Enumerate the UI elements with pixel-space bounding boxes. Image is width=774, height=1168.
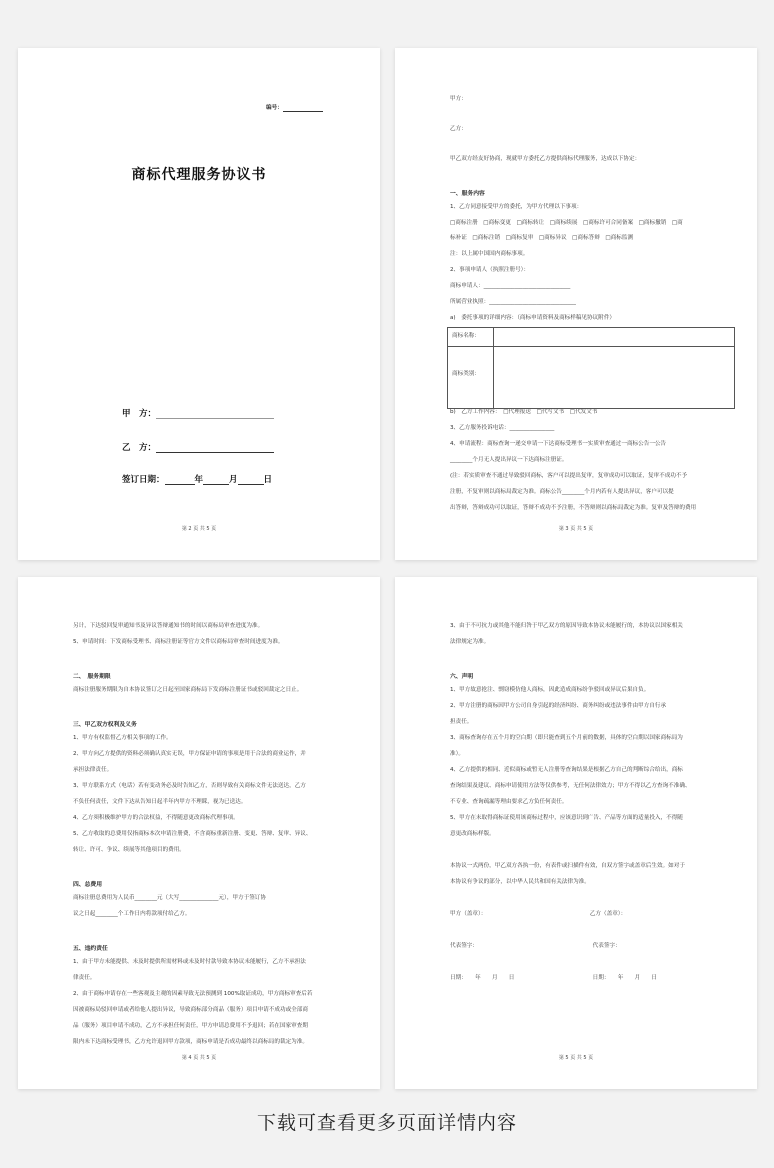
page-cover [18, 48, 380, 560]
body-text-line: 日期： 年 月 日 日期： 年 月 日 [450, 975, 657, 981]
table-label-type: 商标类别： [452, 371, 480, 377]
download-caption: 下载可查看更多页面详情内容 [256, 1112, 517, 1134]
body-text-line: 商标申请人：_______________________________ [450, 283, 571, 289]
body-text-line: a) 委托事项的详细内容：（商标申请资料及商标样稿见协议附件） [450, 315, 616, 321]
body-text-line: 因被商标局驳回申请或者给他人提出异议，导致商标部分商品（服务）项目申请不成功或全部商 [73, 1007, 308, 1013]
body-text-line: 乙方： [450, 126, 467, 132]
body-text-line: 议之日起________个工作日内将款项付给乙方。 [73, 911, 191, 917]
body-text-line: 代表签字： 代表签字： [450, 943, 621, 949]
body-text-line: 品（服务）项目申请不成功，乙方不承担任何责任，甲方申请总费用不予退回；若在国家审查期 [73, 1023, 308, 1029]
body-text-line: 出答辩，答辩成功可以取证，答辩不成功不予注册，不答辩则以商标局裁定为准。复审及答辩的费用 [450, 505, 697, 511]
page-footer: 第 2 页 共 5 页 [181, 526, 217, 532]
body-text-line: ________个月无人提出异议一下达商标注册证。 [450, 457, 568, 463]
body-text-line: 本协议一式两份，甲乙双方各执一份，有表件或扫描件有效，自双方签字或盖章后生效。如对于 [450, 863, 685, 869]
body-text-line: 2、甲方注册的商标因甲方公司自身引起的经济纠纷、商务纠纷或违法事件由甲方自行承 [450, 703, 667, 709]
body-text-line: 4、申请流程：商标查询一递交申请一下达商标受理书一实质审查通过一商标公告一公告 [450, 441, 667, 447]
body-text-line: 标补证 □商标注销 □商标复审 □商标异议 □商标答辩 □商标监测 [450, 235, 634, 241]
party-a-label: 甲 方： [122, 409, 157, 419]
page-declaration [395, 577, 757, 1089]
body-text-line: 注：以上属中国国内商标事项。 [450, 251, 529, 257]
body-text-line: 4、乙方须积极维护甲方的合法权益，不得随意更改商标代理事项。 [73, 815, 239, 821]
table-row-divider [448, 346, 734, 347]
body-text-line: □商标注册 □商标变更 □商标转让 □商标续展 □商标许可合同备案 □商标撤销 □商 [450, 220, 683, 226]
day-blank [238, 475, 264, 485]
page-rights-obligations [18, 577, 380, 1089]
month-label: 月 [229, 475, 238, 485]
contract-number-label: 编号： [266, 105, 283, 111]
trademark-info-table [447, 327, 735, 409]
sign-date-label: 签订日期： [122, 475, 165, 485]
body-text-line: 1、甲方有权监督乙方相关事项的工作。 [73, 735, 172, 741]
body-text-line: 承担法律责任。 [73, 767, 113, 773]
party-b-blank [156, 443, 274, 453]
page-footer: 第 5 页 共 5 页 [558, 1055, 594, 1061]
section-heading: 三、甲乙双方权利及义务 [73, 722, 137, 728]
body-text-line: 5、申请时间：下发商标受理书、商标注册证等官方文件以商标局审查时间进度为准。 [73, 639, 284, 645]
body-text-line: 1、由于甲方未能提供、未及时提供所需材料或未及时付款导致本协议未能履行，乙方不承担法 [73, 959, 306, 965]
body-text-line: 不负任何责任，文件下达从告知日起半年内甲方不理睬，视为已送达。 [73, 799, 247, 805]
body-text-line: 查询结果及建议、商标申请使用方法等仅供参考，无任何法律效力；甲方不得以乙方查询不准确、 [450, 783, 691, 789]
body-text-line: 意更改商标样版。 [450, 831, 495, 837]
year-blank [165, 475, 195, 485]
month-blank [203, 475, 229, 485]
body-text-line: 5、甲方在未取得商标证使用该商标过程中，应该意识到广告、产品等方面的适量投入，不得随 [450, 815, 683, 821]
table-column-divider [493, 328, 494, 408]
body-text-line: 商标注册总费用为人民币________元（大写______________元），甲方于签订协 [73, 895, 266, 901]
section-heading: 六、声明 [450, 674, 474, 680]
party-b-row [122, 441, 274, 453]
body-text-line: b) 乙方工作内容： □代理报送 □代写文书 □代发文书 [450, 409, 598, 415]
body-text-line: 5、乙方收取的总费用仅指商标本次申请注册费，不含商标重新注册、变更、答辩、复审、异议、 [73, 831, 312, 837]
body-text-line: 甲方（盖章）： 乙方（盖章）： [450, 911, 627, 917]
body-text-line: 准）。 [450, 751, 464, 757]
section-heading: 四、总费用 [73, 882, 102, 888]
body-text-line: 另计，下达驳回复审通知书及异议答辩通知书的时间以商标局审查进度为准。 [73, 623, 264, 629]
section-heading: 二、 服务期限 [73, 674, 111, 680]
body-text-line: 2、甲方向乙方提供的资料必须确认真实无误，甲方保证申请的事项是用于合法的商业运作，并 [73, 751, 306, 757]
body-text-line: 所属营业执照：_______________________________ [450, 299, 576, 305]
contract-number [266, 105, 323, 112]
section-heading: 五、违约责任 [73, 946, 108, 952]
document-title: 商标代理服务协议书 [131, 167, 267, 183]
body-text-line: 3、甲方联系方式（电话）若有变动务必及时告知乙方，否则导致有关商标文件无法送达，乙方 [73, 783, 306, 789]
page-service-content [395, 48, 757, 560]
table-label-name: 商标名称： [452, 333, 480, 339]
body-text-line: 4、乙方提供的相同、近似商标或暂无人注册等查询结果是根据乙方自己的判断综合给出，商标 [450, 767, 683, 773]
body-text-line: 注册，不复审则以商标局裁定为准。商标公告________个月内若有人提出异议，客户可以提 [450, 489, 674, 495]
page-footer: 第 4 页 共 5 页 [181, 1055, 217, 1061]
body-text-line: 商标注册服务期限为自本协议签订之日起至国家商标局下发商标注册证书或驳回裁定之日止。 [73, 687, 303, 693]
contract-number-blank [283, 105, 323, 112]
day-label: 日 [263, 475, 273, 485]
body-text-line: 律责任。 [73, 975, 96, 981]
page-footer: 第 3 页 共 5 页 [558, 526, 594, 532]
body-text-line: 不专业、查询疏漏等理由要求乙方负任何责任。 [450, 799, 568, 805]
body-text-line: 本协议有争议的部分，以中华人民共和国有关法律为准。 [450, 879, 590, 885]
body-text-line: 法律规定为准。 [450, 639, 490, 645]
section-heading: 一、服务内容 [450, 191, 485, 197]
year-label: 年 [194, 475, 204, 485]
body-text-line: 甲方： [450, 96, 467, 102]
body-text-line: 1、甲方故意抢注、剽窃模仿他人商标，因此造成商标纷争驳回或异议后果自负。 [450, 687, 650, 693]
body-text-line: 3、商标查询存在五个月的空白期（即只能查到五个月前的数据，具体的空白期以国家商标局为 [450, 735, 683, 741]
body-text-line: 担责任。 [450, 719, 473, 725]
body-text-line: 3、乙方服务投诉电话：________________ [450, 425, 555, 431]
body-text-line: 转让、许可、争议、续展等其他项目的费用。 [73, 847, 185, 853]
party-b-label: 乙 方： [122, 443, 157, 453]
party-a-blank [156, 409, 274, 419]
party-a-row [122, 407, 274, 419]
body-text-line: 2、由于商标申请存在一些客观及主观的因素导致无法预测到 100%取证成功，甲方商标审查后若 [73, 991, 313, 997]
body-text-line: 3、由于不可抗力或其他不能归咎于甲乙双方的原因导致本协议未能履行的，本协议以国家相关 [450, 623, 683, 629]
sign-date-row [122, 473, 272, 485]
body-text-line: 2、事项申请人（执照注册号）： [450, 267, 530, 273]
body-text-line: 1、乙方同意接受甲方的委托，为甲方代理以下事项： [450, 204, 583, 210]
body-text-line: (注：若实质审查不通过导致驳回商标，客户可以提出复审，复审成功可以取证，复审不成功不予 [450, 473, 688, 479]
body-text-line: 甲乙双方经友好协商，现就甲方委托乙方提供商标代理服务，达成以下协定： [450, 156, 641, 162]
body-text-line: 限内未下达商标受理书，乙方允许退回甲方款项，商标申请是否成功最终以商标局的裁定为准。 [73, 1039, 308, 1045]
